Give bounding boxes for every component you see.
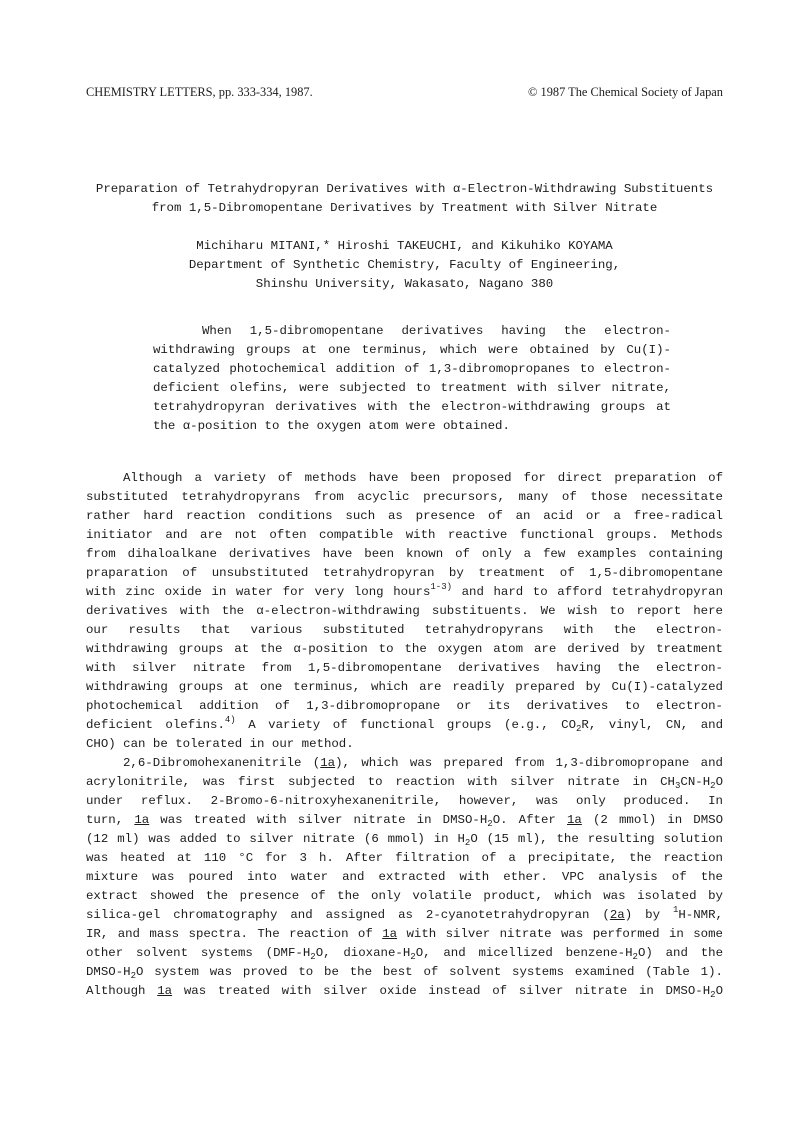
text-run: IR, and mass spectra. The reaction of [86, 927, 383, 941]
abstract-line: tetrahydropyran derivatives with the electron-withdrawing groups at [153, 400, 671, 414]
compound-label: 1a [134, 813, 150, 827]
text-run: H-NMR, [678, 908, 723, 922]
text-run: O, and micellized benzene-H [415, 946, 633, 960]
body-line [86, 773, 723, 792]
text-run: DMSO-H [86, 965, 131, 979]
compound-label: 2a [609, 908, 625, 922]
body-line: Although a variety of methods have been proposed for direct preparation of [123, 471, 723, 485]
text-run: O) and the [637, 946, 724, 960]
body-line [86, 716, 723, 735]
subscript: 2 [710, 990, 716, 1000]
text-run: (2 mmol) in DMSO [581, 813, 724, 827]
title-line: Preparation of Tetrahydropyran Derivatives with α-Electron-Withdrawing Substituents [95, 182, 714, 196]
body-line [86, 754, 723, 773]
body-line [86, 944, 723, 963]
body-text [86, 469, 723, 1001]
reference-superscript: 1-3) [430, 582, 452, 592]
subscript: 2 [130, 971, 137, 981]
subscript: 2 [487, 819, 493, 829]
text-run: turn, [86, 813, 135, 827]
body-line: substituted tetrahydropyrans from acyclic precursors, many of those necessitate [86, 490, 723, 504]
author-names: Michiharu MITANI,* Hiroshi TAKEUCHI, and Kikuhiko KOYAMA [196, 239, 613, 253]
text-run: silica-gel chromatography and assigned as 2-cyanotetrahydropyran ( [86, 908, 610, 922]
body-line: withdrawing groups at the α-position to the oxygen atom are derived by treatment [86, 642, 723, 656]
body-line: derivatives with the α-electron-withdrawing substituents. We wish to report here [86, 604, 723, 618]
paper-title [86, 180, 723, 218]
text-run: with zinc oxide in water for very long hours [86, 585, 431, 599]
text-run: O [715, 775, 723, 789]
subscript: 2 [464, 838, 471, 848]
body-line: praparation of unsubstituted tetrahydropyran by treatment of 1,5-dibromopentane [86, 566, 723, 580]
body-line [86, 963, 723, 982]
body-line: rather hard reaction conditions such as presence of an acid or a free-radical [86, 509, 723, 523]
text-run: other solvent systems (DMF-H [86, 946, 311, 960]
body-line: photochemical addition of 1,3-dibromopropane or its derivatives to electron- [86, 699, 723, 713]
compound-label: 1a [320, 756, 336, 770]
superscript: 1 [672, 905, 679, 915]
body-line [86, 906, 723, 925]
abstract-line: the α-position to the oxygen atom were obtained. [153, 419, 510, 433]
text-run: was treated with silver nitrate in DMSO-H [149, 813, 488, 827]
text-run: CN-H [680, 775, 711, 789]
body-line: from dihaloalkane derivatives have been known of only a few examples containing [86, 547, 723, 561]
body-line [86, 982, 723, 1001]
compound-label: 1a [382, 927, 398, 941]
text-run: ) by [624, 908, 673, 922]
text-run: O system was proved to be the best of solvent systems examined (Table 1). [136, 965, 723, 979]
running-header [86, 85, 723, 100]
subscript: 2 [310, 952, 316, 962]
text-run: O. After [492, 813, 567, 827]
body-line: with silver nitrate from 1,5-dibromopentane derivatives having the electron- [86, 661, 723, 675]
subscript: 2 [632, 952, 638, 962]
body-line [86, 811, 723, 830]
subscript: 2 [576, 724, 582, 734]
subscript: 2 [410, 952, 416, 962]
text-run: O (15 ml), the resulting solution [470, 832, 723, 846]
text-run: O, dioxane-H [315, 946, 411, 960]
body-line [86, 830, 723, 849]
text-run: 2,6-Dibromohexanenitrile ( [123, 756, 321, 770]
affiliation-line: Department of Synthetic Chemistry, Faculty of Engineering, [188, 258, 621, 272]
body-line: under reflux. 2-Bromo-6-nitroxyhexanenitrile, however, was only produced. In [86, 794, 723, 808]
abstract-line: catalyzed photochemical addition of 1,3-dibromopropanes to electron- [153, 362, 671, 376]
body-line: mixture was poured into water and extracted with ether. VPC analysis of the [86, 870, 723, 884]
text-run: acrylonitrile, was first subjected to reaction with silver nitrate in CH [86, 775, 675, 789]
body-line: withdrawing groups at one terminus, which are readily prepared by Cu(I)-catalyzed [86, 680, 723, 694]
reference-superscript: 4) [224, 715, 236, 725]
body-line: our results that various substituted tetrahydropyrans with the electron- [86, 623, 723, 637]
text-run: O [715, 984, 724, 998]
compound-label: 1a [566, 813, 582, 827]
subscript: 3 [675, 781, 681, 791]
text-run: with silver nitrate was performed in some [397, 927, 723, 941]
abstract-line: deficient olefins, were subjected to treatment with silver nitrate, [153, 381, 671, 395]
body-line: extract showed the presence of the only volatile product, which was isolated by [86, 889, 723, 903]
abstract [153, 322, 671, 436]
abstract-line: When 1,5-dibromopentane derivatives having the electron- [202, 324, 671, 338]
body-line [86, 925, 723, 944]
text-run: R, vinyl, CN, and [581, 718, 724, 732]
abstract-line: withdrawing groups at one terminus, which were obtained by Cu(I)- [153, 343, 671, 357]
copyright-notice: © 1987 The Chemical Society of Japan [527, 85, 723, 99]
body-line: initiator and are not often compatible with reactive functional groups. Methods [86, 528, 723, 542]
journal-citation: CHEMISTRY LETTERS, pp. 333-334, 1987. [86, 85, 313, 99]
text-run: was treated with silver oxide instead of silver nitrate in DMSO-H [172, 984, 711, 998]
title-line: from 1,5-Dibromopentane Derivatives by Treatment with Silver Nitrate [151, 201, 658, 215]
body-line: was heated at 110 °C for 3 h. After filtration of a precipitate, the reaction [86, 851, 723, 865]
text-run: and hard to afford tetrahydropyran [452, 585, 724, 599]
text-run: (12 ml) was added to silver nitrate (6 mmol) in H [86, 832, 465, 846]
compound-label: 1a [157, 984, 173, 998]
author-block [86, 237, 723, 294]
text-run: A variety of functional groups (e.g., CO [235, 718, 577, 732]
text-run: ), which was prepared from 1,3-dibromopropane and [335, 756, 723, 770]
body-line [86, 583, 723, 602]
body-line: CHO) can be tolerated in our method. [86, 737, 354, 751]
text-run: Although [86, 984, 158, 998]
subscript: 2 [710, 781, 716, 791]
text-run: deficient olefins. [86, 718, 225, 732]
affiliation-line: Shinshu University, Wakasato, Nagano 380 [255, 277, 554, 291]
